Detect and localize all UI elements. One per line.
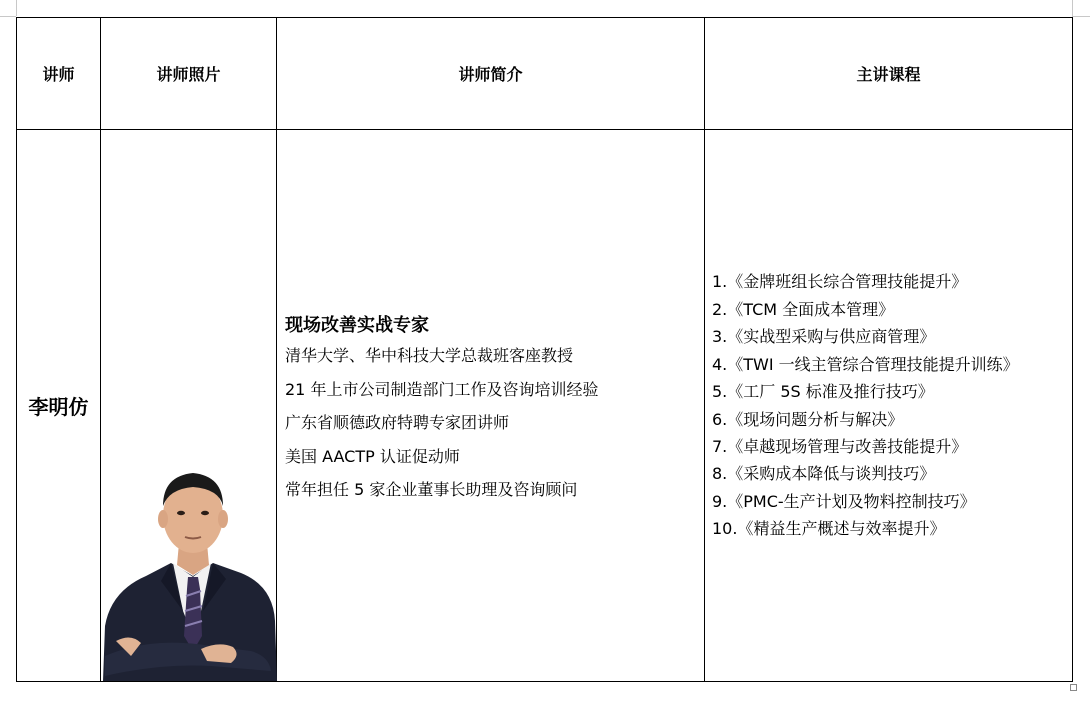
page-margin-mark bbox=[1072, 0, 1073, 16]
bio-line: 清华大学、华中科技大学总裁班客座教授 bbox=[285, 346, 574, 366]
page-margin-mark bbox=[0, 16, 16, 17]
courses-cell bbox=[705, 130, 1073, 682]
course-item: 6.《现场问题分析与解决》 bbox=[712, 409, 904, 429]
bio-line: 广东省顺德政府特聘专家团讲师 bbox=[285, 413, 510, 433]
header-lecturer: 讲师 bbox=[17, 18, 101, 130]
course-item: 10.《精益生产概述与效率提升》 bbox=[712, 519, 946, 539]
bio-line: 美国 AACTP 认证促动师 bbox=[285, 446, 460, 466]
paragraph-end-mark bbox=[1070, 684, 1077, 691]
course-item: 8.《采购成本降低与谈判技巧》 bbox=[712, 464, 936, 484]
header-bio: 讲师简介 bbox=[277, 18, 705, 130]
lecturer-portrait bbox=[101, 451, 277, 681]
lecturer-name: 李明仿 bbox=[17, 130, 101, 682]
course-item: 7.《卓越现场管理与改善技能提升》 bbox=[712, 436, 968, 456]
course-item: 3.《实战型采购与供应商管理》 bbox=[712, 327, 936, 347]
bio-cell bbox=[277, 130, 705, 682]
bio-title: 现场改善实战专家 bbox=[285, 315, 429, 337]
page-margin-mark bbox=[16, 0, 17, 16]
header-photo: 讲师照片 bbox=[101, 18, 277, 130]
lecturer-table bbox=[16, 17, 1073, 682]
photo-cell bbox=[101, 130, 277, 682]
course-item: 9.《PMC-生产计划及物料控制技巧》 bbox=[712, 491, 976, 511]
header-row bbox=[17, 18, 1073, 130]
header-courses: 主讲课程 bbox=[705, 18, 1073, 130]
page-margin-mark bbox=[1072, 16, 1090, 17]
bio-line: 21 年上市公司制造部门工作及咨询培训经验 bbox=[285, 379, 599, 399]
course-item: 4.《TWI 一线主管综合管理技能提升训练》 bbox=[712, 354, 1019, 374]
bio-line: 常年担任 5 家企业董事长助理及咨询顾问 bbox=[285, 480, 578, 500]
course-item: 1.《金牌班组长综合管理技能提升》 bbox=[712, 272, 968, 292]
course-item: 5.《工厂 5S 标准及推行技巧》 bbox=[712, 382, 934, 402]
lecturer-row bbox=[17, 130, 1073, 682]
course-item: 2.《TCM 全面成本管理》 bbox=[712, 299, 895, 319]
